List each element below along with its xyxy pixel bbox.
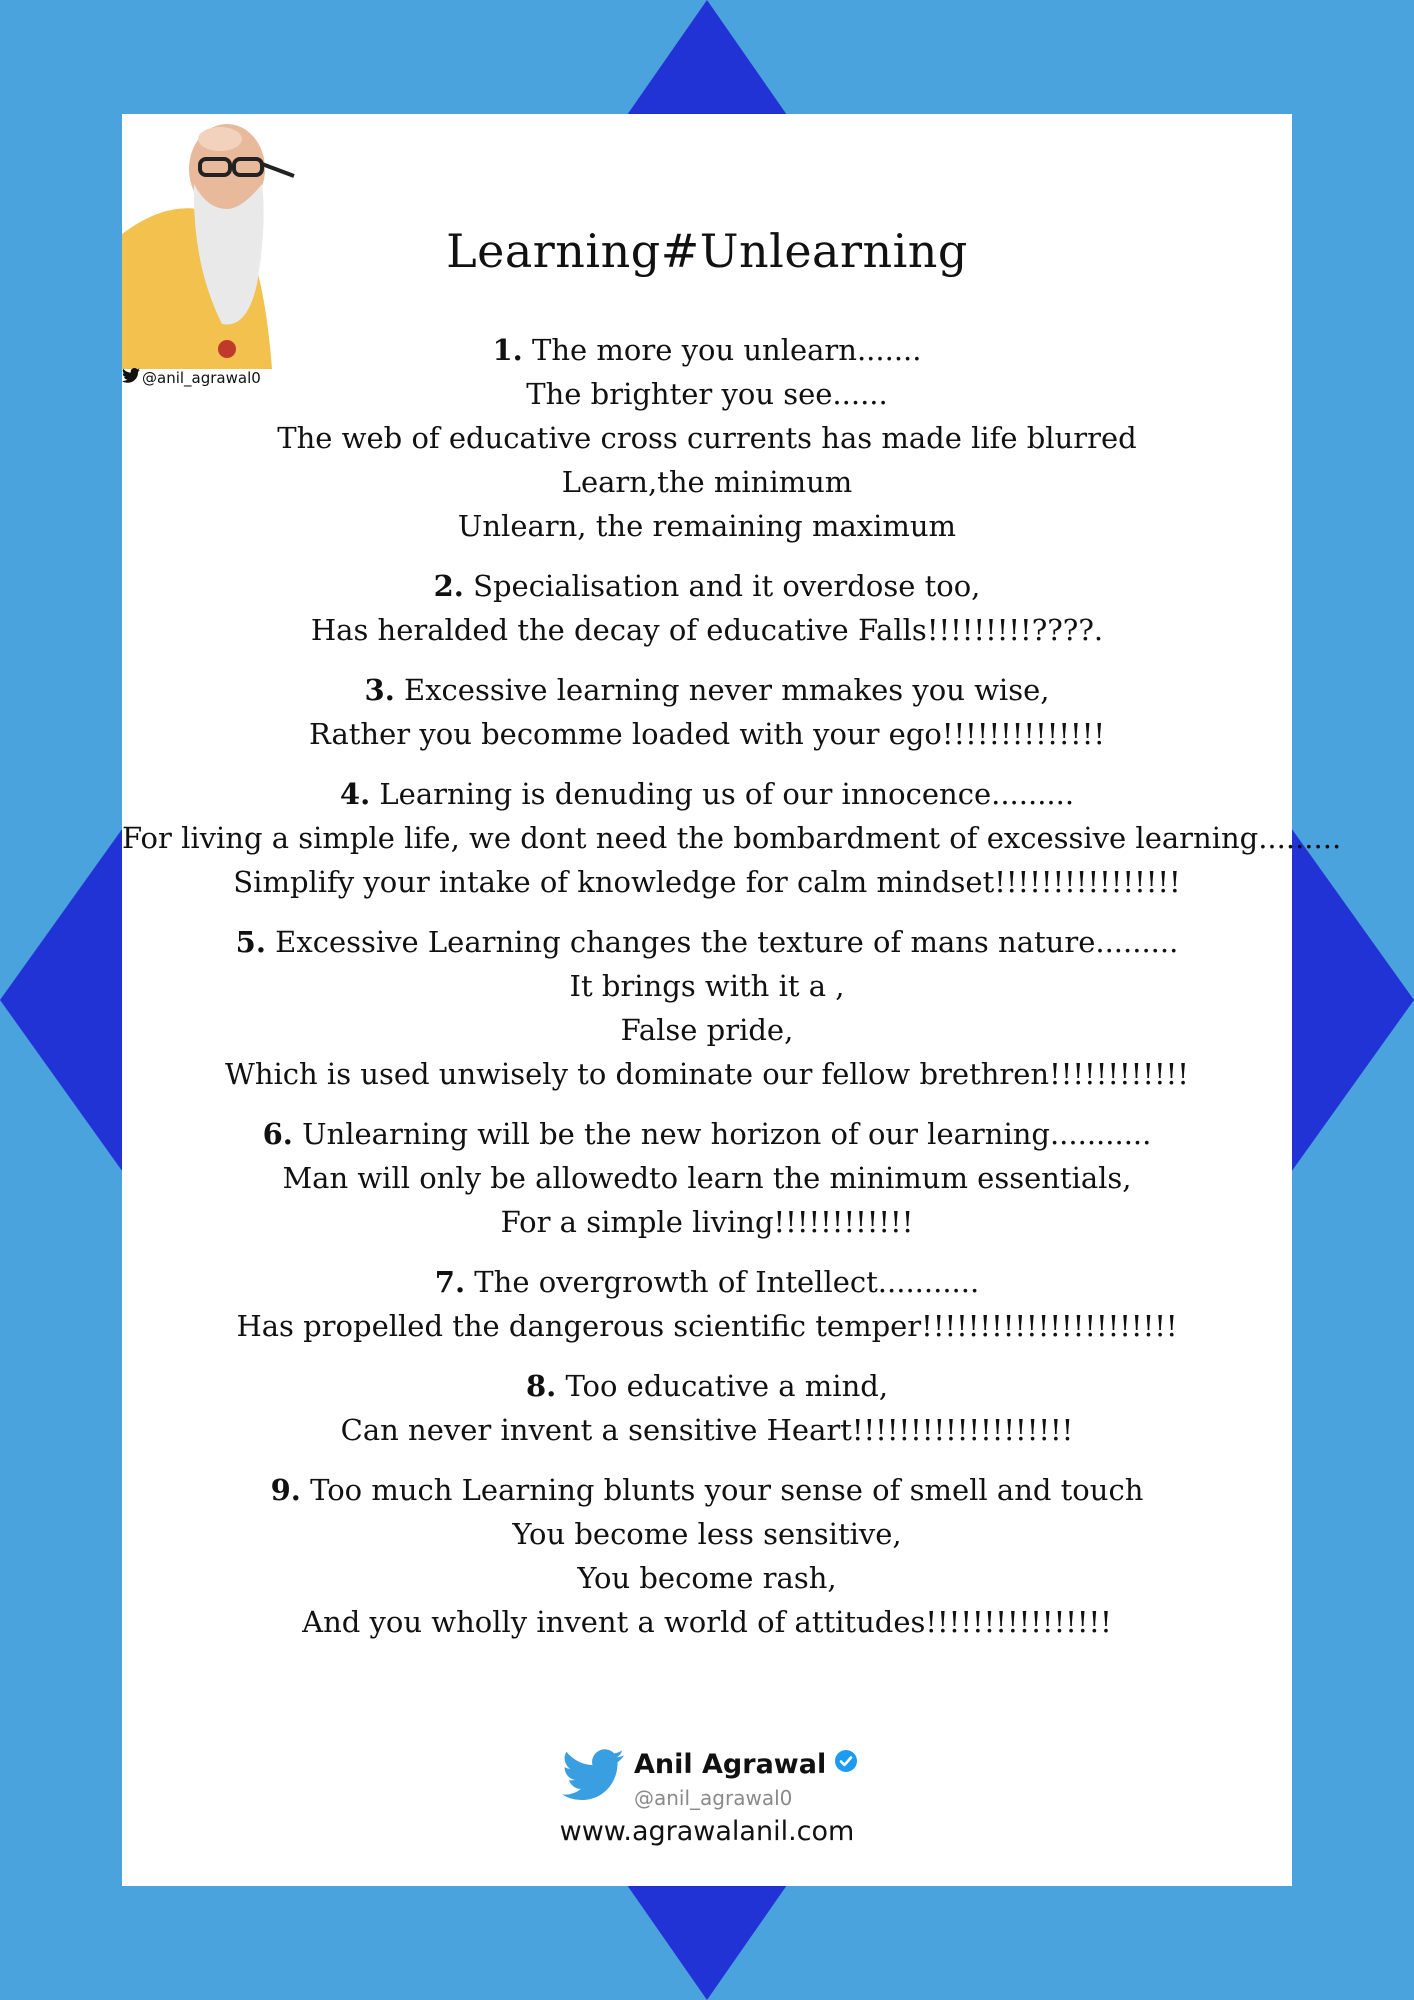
poem-line-text: Which is used unwisely to dominate our fellow brethren!!!!!!!!!!!! [225,1057,1189,1091]
poem-line-text: Excessive Learning changes the texture of mans nature......... [275,925,1179,959]
poem-line-text: Too much Learning blunts your sense of smell and touch [310,1473,1144,1507]
poem-line-text: The web of educative cross currents has made life blurred [277,421,1137,455]
poem-stanza [122,772,1342,904]
poem-stanza [122,668,1292,756]
footer [122,1749,1292,1869]
poem-line [122,328,1292,372]
twitter-bird-icon [562,1749,624,1805]
poem-line-text: For living a simple life, we dont need the bombardment of excessive learning......... [122,821,1342,855]
poem-stanza [122,328,1292,548]
stanza-number: 5. [235,925,266,959]
poem-line [122,1468,1292,1512]
poem-line [122,772,1292,816]
poem-line-text: Unlearn, the remaining maximum [457,509,957,543]
poem-line [122,1260,1292,1304]
poem-line-text: The brighter you see...... [526,377,888,411]
poem-line [122,1512,1292,1556]
poem-line [122,1200,1292,1244]
poem-line [122,668,1292,712]
stanza-number: 3. [364,673,395,707]
poem-stanza [122,1112,1292,1244]
author-name: Anil Agrawal [634,1749,827,1780]
decor-triangle-right [1289,825,1414,1175]
stanza-number: 9. [270,1473,301,1507]
poem-line [122,372,1292,416]
poem-line [122,1364,1292,1408]
poem-line-text: Too educative a mind, [565,1369,889,1403]
stanza-number: 1. [492,333,523,367]
poem-line [122,416,1292,460]
photo-handle: @anil_agrawal0 [142,368,261,387]
poem-line [122,1112,1292,1156]
page-title: Learning#Unlearning [446,224,968,278]
poem-line-text: Unlearning will be the new horizon of our learning........... [302,1117,1152,1151]
poem-line [122,1304,1292,1348]
poem-line [122,712,1292,756]
poem-line-text: Learn,the minimum [561,465,853,499]
poster-card [122,114,1342,1886]
poem-line-text: You become less sensitive, [512,1517,902,1551]
poem-line-text: For a simple living!!!!!!!!!!!! [500,1205,914,1239]
decor-triangle-top [627,0,787,115]
poem-stanza [122,1260,1292,1348]
poem-stanza [122,1364,1292,1452]
stanza-number: 7. [434,1265,466,1299]
poem-line-text: You become rash, [577,1561,837,1595]
poem-stanza [122,920,1292,1096]
website-link[interactable]: www.agrawalanil.com [559,1816,855,1847]
poem-line-text: The more you unlearn....... [532,333,922,367]
poem-line-text: Specialisation and it overdose too, [473,569,981,603]
verified-badge-icon [834,1749,858,1780]
author-name-row [634,1749,858,1780]
poem-line [122,504,1292,548]
decor-triangle-bottom [627,1885,787,2000]
poem-line [122,1556,1292,1600]
poem-line [122,608,1292,652]
poem-stanza [122,564,1292,652]
poem-line-text: Has propelled the dangerous scientific temper!!!!!!!!!!!!!!!!!!!!!! [236,1309,1178,1343]
poem-line-text: And you wholly invent a world of attitudes!!!!!!!!!!!!!!!! [302,1605,1112,1639]
poem-line-text: Rather you becomme loaded with your ego!!!!!!!!!!!!!! [308,717,1106,751]
poem-line-text: Man will only be allowedto learn the minimum essentials, [282,1161,1132,1195]
poem-line-text: Can never invent a sensitive Heart!!!!!!!!!!!!!!!!!!! [340,1413,1074,1447]
stanza-number: 6. [262,1117,293,1151]
poem [122,328,1342,1660]
decor-triangle-left [0,825,125,1175]
poem-line [122,920,1292,964]
poem-line-text: The overgrowth of Intellect........... [474,1265,980,1299]
stanza-number: 2. [433,569,464,603]
poem-stanza [122,1468,1292,1644]
stanza-number: 8. [525,1369,557,1403]
poem-line-text: Learning is denuding us of our innocence......... [379,777,1075,811]
poem-line [122,460,1292,504]
poem-line [122,1008,1292,1052]
stanza-number: 4. [339,777,371,811]
poem-line [122,1156,1292,1200]
poem-line [122,1600,1292,1644]
poem-line-text: Excessive learning never mmakes you wise, [404,673,1050,707]
poem-line-text: Has heralded the decay of educative Falls!!!!!!!!!????. [310,613,1104,647]
poem-line [122,860,1292,904]
poem-line [122,1052,1292,1096]
poem-line-text: False pride, [620,1013,794,1047]
poem-line-text: It brings with it a , [569,969,845,1003]
poem-line-text: Simplify your intake of knowledge for calm mindset!!!!!!!!!!!!!!!! [233,865,1181,899]
poem-line [122,964,1292,1008]
poem-line [122,1408,1292,1452]
poem-line [122,564,1292,608]
author-handle: @anil_agrawal0 [634,1786,793,1810]
poem-line [122,816,1342,860]
